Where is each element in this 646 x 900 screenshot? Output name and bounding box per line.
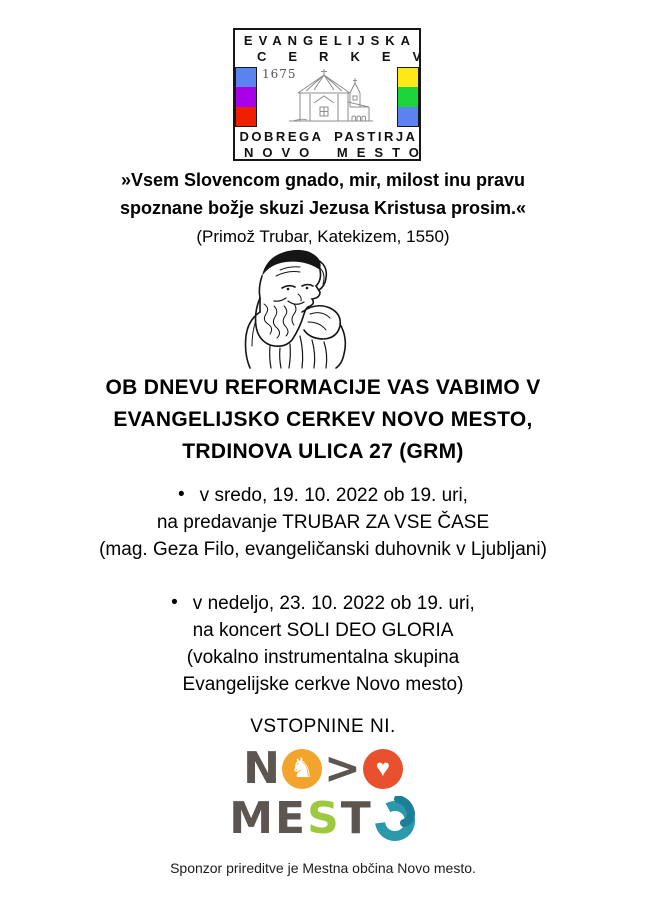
- church-logo: [233, 28, 444, 161]
- novo-mesto-logo: [0, 743, 646, 844]
- church-logo-title-line2: CERKEV: [257, 49, 444, 64]
- strip-block-green: [398, 87, 418, 106]
- trubar-portrait-drawing: [236, 246, 360, 370]
- strip-block-blue: [398, 107, 418, 126]
- event-lecture: [0, 482, 646, 563]
- nm-letter-s: S: [307, 793, 339, 844]
- church-logo-subtitle: [235, 129, 428, 161]
- church-drawing-icon: [283, 68, 377, 126]
- color-strip-left: [235, 67, 257, 127]
- quote-attribution: (Primož Trubar, Katekizem, 1550): [196, 227, 450, 246]
- event-date: v nedeljo, 23. 10. 2022 ob 19. uri,: [192, 593, 475, 614]
- strip-block-red: [236, 107, 256, 126]
- nm-o-horse-disc: [282, 749, 322, 789]
- nm-letter-n: N: [243, 743, 280, 794]
- heading-line1: OB DNEVU REFORMACIJE VAS VABIMO V: [105, 376, 541, 399]
- trubar-quote: [0, 166, 646, 250]
- heart-icon: ♥: [375, 755, 390, 782]
- bullet-icon: •: [178, 484, 185, 505]
- no-admission-note: VSTOPNINE NI.: [250, 716, 396, 737]
- strip-block-blue: [236, 68, 256, 87]
- heading-line2: EVANGELIJSKO CERKEV NOVO MESTO,: [113, 408, 533, 431]
- nm-letter-t: T: [340, 793, 371, 844]
- event-title: na predavanje TRUBAR ZA VSE ČASE: [156, 512, 490, 533]
- nm-letter-e: E: [275, 793, 306, 844]
- event-concert: [0, 590, 646, 698]
- sponsor-note: Sponzor prireditve je Mestna občina Novo mesto.: [170, 860, 476, 876]
- event-title: na koncert SOLI DEO GLORIA: [192, 620, 454, 641]
- novo-mesto-logo-row2: [229, 793, 417, 844]
- nm-letter-v-chevron: >: [323, 743, 361, 794]
- trubar-portrait: [236, 246, 360, 370]
- event-date: v sredo, 19. 10. 2022 ob 19. uri,: [199, 485, 468, 506]
- strip-block-yellow: [398, 68, 418, 87]
- novo-mesto-logo-row1: [243, 743, 403, 794]
- event-detail: (vokalno instrumentalna skupina: [186, 647, 460, 668]
- strip-block-purple: [236, 87, 256, 106]
- nm-letter-m: M: [229, 793, 273, 844]
- founding-year: 1675: [262, 67, 297, 81]
- event-detail: Evangelijske cerkve Novo mesto): [182, 674, 464, 695]
- quote-line2: spoznane božje skuzi Jezusa Kristusa prosim.«: [119, 198, 527, 218]
- nm-letter-o-swirl-icon: [373, 796, 417, 842]
- church-logo-subtitle-line1: DOBREGA PASTIRJA: [239, 129, 418, 144]
- event-date-line: [0, 482, 646, 509]
- invitation-heading: [0, 372, 646, 468]
- horse-rider-icon: ♞: [289, 752, 315, 783]
- church-logo-title: [235, 30, 444, 65]
- church-logo-middle: [235, 67, 419, 127]
- heading-line3: TRDINOVA ULICA 27 (GRM): [182, 440, 464, 463]
- nm-o-heart-disc: [363, 749, 403, 789]
- event-date-line: [0, 590, 646, 617]
- quote-line1: »Vsem Slovencom gnado, mir, milost inu pravu: [120, 170, 526, 190]
- color-strip-right: [397, 67, 419, 127]
- church-logo-title-line1: EVANGELIJSKA: [243, 33, 417, 48]
- bullet-icon: •: [171, 592, 178, 613]
- church-logo-subtitle-line2: NOVO MESTO: [244, 145, 428, 160]
- event-detail: (mag. Geza Filo, evangeličanski duhovnik v Ljubljani): [99, 539, 547, 560]
